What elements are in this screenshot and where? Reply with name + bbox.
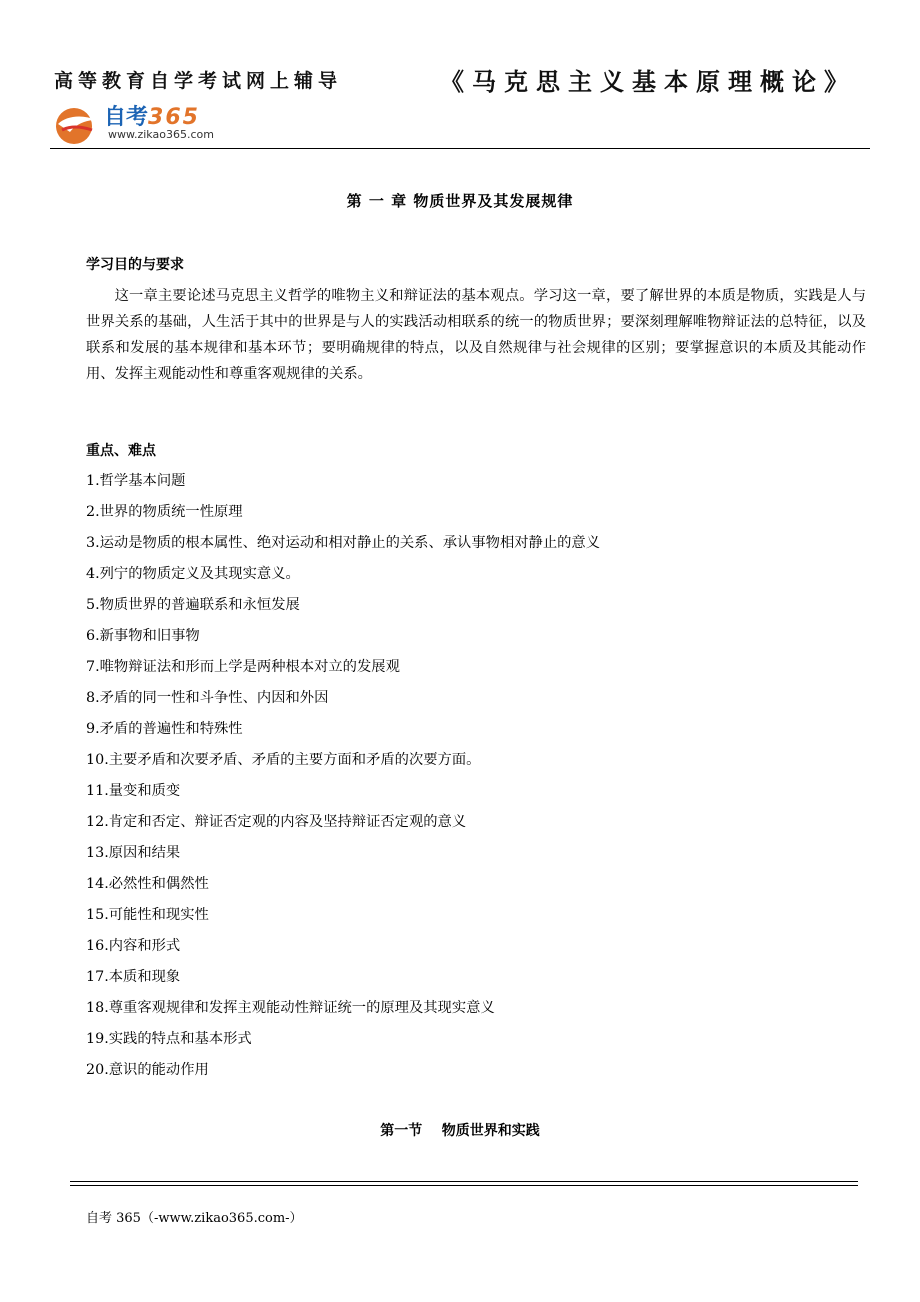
- objectives-paragraph: 这一章主要论述马克思主义哲学的唯物主义和辩证法的基本观点。学习这一章，要了解世界的本质是物质，实践是人与世界关系的基础，人生活于其中的世界是与人的实践活动相联系的统一的物质世界；要深刻理解唯物辩证法的总特征，以及联系和发展的基本规律和基本环节；要明确规律的特点，以及自然规律与社会规律的区别；要掌握意识的本质及其能动作用、发挥主观能动性和尊重客观规律的关系。: [86, 288, 866, 382]
- site-logo[interactable]: [52, 100, 222, 148]
- list-item: 9.矛盾的普遍性和特殊性: [86, 721, 243, 737]
- footer-text: 自考 365（-www.zikao365.com-）: [86, 1211, 303, 1226]
- list-item: 4.列宁的物质定义及其现实意义。: [86, 566, 300, 582]
- list-item: 10.主要矛盾和次要矛盾、矛盾的主要方面和矛盾的次要方面。: [86, 752, 481, 768]
- key-points-list: [86, 466, 600, 1086]
- header-divider: [50, 148, 870, 149]
- list-item: 6.新事物和旧事物: [86, 628, 200, 644]
- list-item: 19.实践的特点和基本形式: [86, 1031, 252, 1047]
- chapter-title: 第 一 章 物质世界及其发展规律: [346, 192, 574, 210]
- list-item: 15.可能性和现实性: [86, 907, 209, 923]
- list-item: 20.意识的能动作用: [86, 1062, 209, 1078]
- list-item: 7.唯物辩证法和形而上学是两种根本对立的发展观: [86, 659, 400, 675]
- footer-divider: [70, 1181, 858, 1186]
- list-item: 14.必然性和偶然性: [86, 876, 209, 892]
- logo-emblem-icon: [52, 100, 100, 148]
- logo-url[interactable]: www.zikao365.com: [108, 128, 214, 141]
- list-item: 1.哲学基本问题: [86, 473, 186, 489]
- list-item: 11.量变和质变: [86, 783, 181, 799]
- list-item: 5.物质世界的普遍联系和永恒发展: [86, 597, 300, 613]
- logo-brand-number: 365: [148, 105, 200, 130]
- list-item: 12.肯定和否定、辩证否定观的内容及坚持辩证否定观的意义: [86, 814, 467, 830]
- list-item: 17.本质和现象: [86, 969, 181, 985]
- key-points-heading: 重点、难点: [86, 443, 156, 459]
- list-item: 18.尊重客观规律和发挥主观能动性辩证统一的原理及其现实意义: [86, 1000, 495, 1016]
- logo-brand-cn: 自考: [104, 105, 149, 130]
- header-title: 高等教育自学考试网上辅导: [54, 70, 343, 92]
- list-item: 3.运动是物质的根本属性、绝对运动和相对静止的关系、承认事物相对静止的意义: [86, 535, 601, 551]
- section-title: 第一节 物质世界和实践: [380, 1123, 540, 1139]
- list-item: 2.世界的物质统一性原理: [86, 504, 243, 520]
- list-item: 16.内容和形式: [86, 938, 181, 954]
- book-title: 《马克思主义基本原理概论》: [440, 68, 856, 96]
- logo-brand: [104, 100, 200, 131]
- list-item: 13.原因和结果: [86, 845, 181, 861]
- objectives-heading: 学习目的与要求: [86, 257, 184, 273]
- list-item: 8.矛盾的同一性和斗争性、内因和外因: [86, 690, 329, 706]
